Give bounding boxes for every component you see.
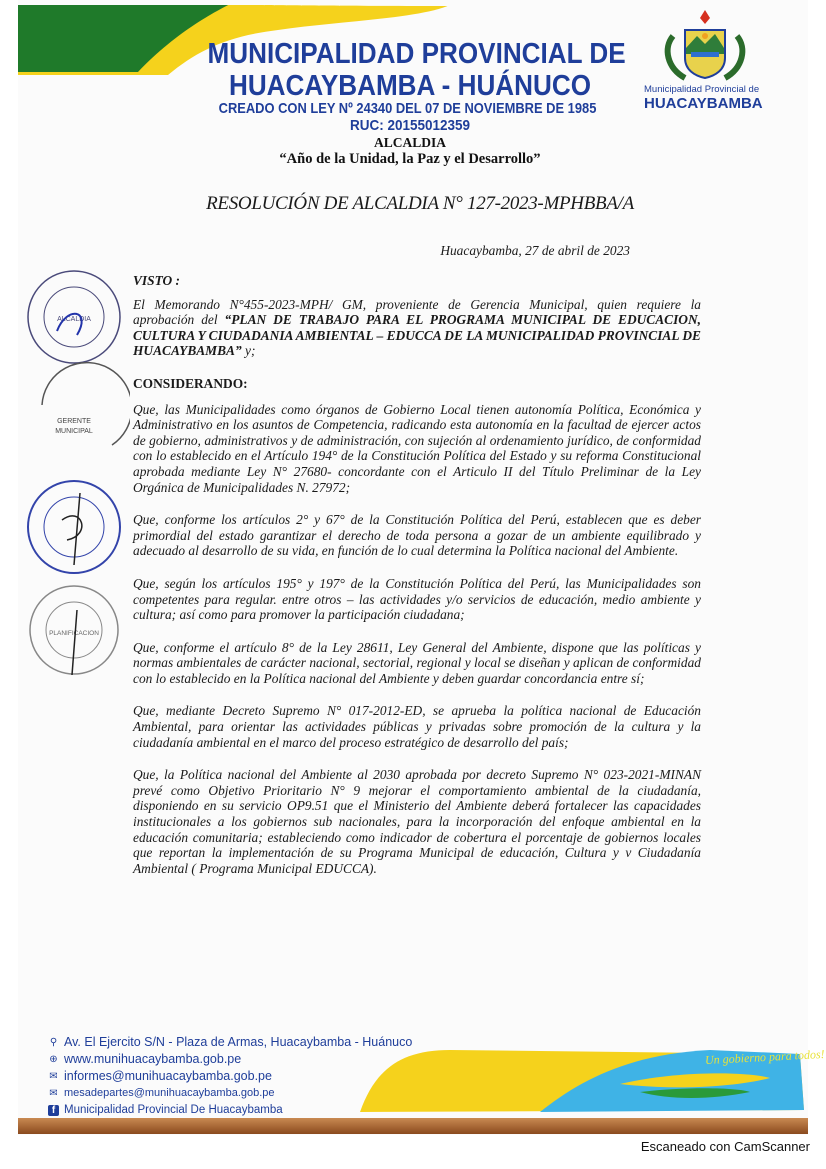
header-title-line2: HUACAYBAMBA - HUÁNUCO [228, 70, 591, 102]
email-mesadepartes-link[interactable]: mesadepartes@munihuacaybamba.gob.pe [64, 1087, 275, 1099]
considerando-paragraph-4: Que, conforme el artículo 8° de la Ley 28611, Ley General del Ambiente, dispone que las políticas y normas ambientales de carácter nacional, sectorial, regional y local se diseñan y aplican de conformidad con lo establecido en la Política nacional del Ambiente y deben guardar concordancia entre sí; [133, 639, 701, 686]
header-creation-law: CREADO CON LEY Nº 24340 DEL 07 DE NOVIEMBRE DE 1985 [218, 100, 597, 117]
location-pin-icon: ⚲ [49, 1037, 58, 1048]
website-link[interactable]: www.munihuacaybamba.gob.pe [64, 1052, 242, 1066]
stamp-alcaldia [28, 271, 120, 363]
stamp-administracion [28, 481, 120, 573]
considerando-paragraph-1: Que, las Municipalidades como órganos de Gobierno Local tienen autonomía Política, Económica y Administrativo en los asuntos de Competencia, radicando esta autonomía en la facultad de ejercer actos de gobierno, administrativos y de administración, con sujeción al ordenamiento jurídico, de conformidad con lo establecido en el Artículo 194° de la Constitución Política del Estado y su reforma Constitucional aprobada mediante Ley N° 27680- concordante con el Articulo II del Título Preliminar de la Ley Orgánica de Municipalidades N. 27972; [133, 401, 701, 495]
official-stamps [22, 265, 130, 675]
logo-caption-small: Municipalidad Provincial de [644, 84, 760, 95]
visto-heading: VISTO : [133, 273, 181, 288]
considerando-paragraph-3: Que, según los artículos 195° y 197° de la Constitución Política del Perú, las Municipalidades son competentes para regular. entre otros – las actividades y/o servicios de educación, medio ambiente y cultura; así como para promover la participación ciudadana; [133, 575, 701, 623]
facebook-icon: f [48, 1105, 59, 1116]
considerando-paragraph-5: Que, mediante Decreto Supremo N° 017-2012-ED, se aprueba la política nacional de Educación Ambiental, para orientar las actividades públicas y privadas sobre promoción de la cultura y la ciudadanía ambiental en el marco del proceso estratégico de desarrollo del país; [133, 703, 701, 750]
resolution-title: RESOLUCIÓN DE ALCALDIA N° 127-2023-MPHBBA/A [206, 193, 634, 214]
mail-icon: ✉ [49, 1088, 58, 1099]
facebook-link[interactable]: Municipalidad Provincial De Huacaybamba [64, 1104, 283, 1116]
svg-text:PLANIFICACION: PLANIFICACION [49, 630, 99, 637]
header-motto: “Año de la Unidad, la Paz y el Desarrollo” [279, 151, 541, 167]
stamp-planificacion [30, 586, 118, 675]
visto-plan-title: “PLAN DE TRABAJO PARA EL PROGRAMA MUNICIPAL DE EDUCACION, CULTURA Y CIUDADANIA AMBIENTAL – EDUCCA DE LA MUNICIPALIDAD PROVINCIAL DE HUACAYBAMBA” [133, 312, 701, 359]
visto-text-end: y; [241, 343, 256, 359]
visto-paragraph [133, 297, 701, 359]
scan-edge [18, 1118, 808, 1134]
logo-caption-big: HUACAYBAMBA [644, 95, 763, 112]
globe-icon: ⊕ [49, 1054, 58, 1065]
footer-slogan: Un gobierno para todos! [704, 1046, 825, 1068]
header-title-line1: MUNICIPALIDAD PROVINCIAL DE [207, 38, 626, 70]
stamp-gerente-municipal [42, 363, 130, 445]
header-ruc: RUC: 20155012359 [349, 117, 471, 134]
camscanner-watermark: Escaneado con CamScanner [640, 1139, 810, 1154]
mail-icon: ✉ [49, 1071, 58, 1082]
coat-of-arms-logo [655, 8, 755, 83]
considerando-paragraph-6: Que, la Política nacional del Ambiente al 2030 aprobada por decreto Supremo N° 023-2021-MINAN prevé como Objetivo Prioritario N° 9 mejorar el comportamiento ambiental de la ciudadanía, disponiendo en su servicio OP9.51 que el Ministerio del Ambiente deberá fortalecer las capacidades institucionales a los gobiernos sub nacionales, para la incorporación del enfoque ambiental en la educación comunitaria; estableciendo como indicador de cobertura el porcentaje de gobiernos locales que reportan la implementación de su Programa Municipal de educación, Cultura y v Ciudadanía Ambiental ( Programa Municipal EDUCCA). [133, 767, 701, 876]
visto-text-intro: El Memorando N°455-2023-MPH/ GM, proveniente de Gerencia Municipal, quien requiere la aprobación del [133, 296, 701, 328]
considerando-paragraph-2: Que, conforme los artículos 2° y 67° de la Constitución Política del Perú, establecen que es deber primordial del estado garantizar el derecho de toda persona a gozar de un ambiente equilibrado y adecuado al desarrollo de su vida, en función de lo cual determina la Política nacional del Ambiente. [133, 512, 701, 559]
document-date: Huacaybamba, 27 de abril de 2023 [440, 243, 630, 258]
header-office: ALCALDIA [373, 135, 446, 150]
svg-text:MUNICIPAL: MUNICIPAL [55, 428, 93, 435]
document-body [133, 273, 701, 893]
address-text: Av. El Ejercito S/N - Plaza de Armas, Huacaybamba - Huánuco [64, 1035, 413, 1049]
email-informes-link[interactable]: informes@munihuacaybamba.gob.pe [64, 1069, 272, 1083]
considerando-heading: CONSIDERANDO: [133, 375, 248, 391]
svg-text:ALCALDIA: ALCALDIA [57, 316, 91, 323]
svg-text:GERENTE: GERENTE [57, 418, 91, 425]
